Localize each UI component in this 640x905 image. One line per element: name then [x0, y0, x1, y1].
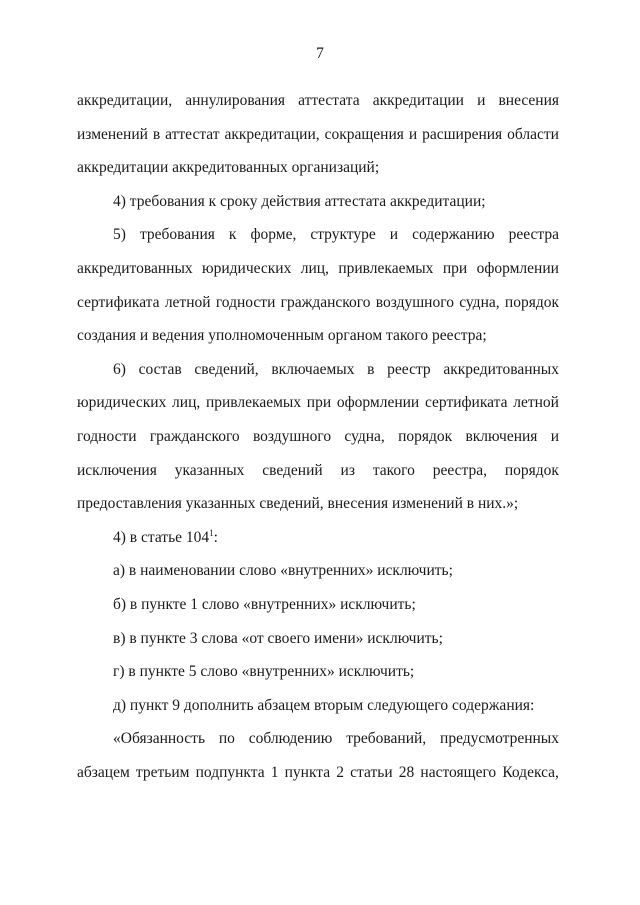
text-line: б) в пункте 1 слово «внутренних» исключить;	[113, 595, 416, 613]
text-line: 5) требования к форме, структуре и содержанию реестра	[113, 226, 559, 244]
text-line: создания и ведения уполномоченным органом такого реестра;	[77, 327, 487, 345]
text-line: абзацем третьим подпункта 1 пункта 2 статьи 28 настоящего Кодекса,	[77, 763, 559, 781]
text-line: аккредитации аккредитованных организаций;	[77, 159, 380, 177]
text-line: сертификата летной годности гражданского воздушного судна, порядок	[77, 293, 559, 311]
article-suffix: :	[213, 528, 218, 546]
text-line: г) в пункте 5 слово «внутренних» исключить;	[113, 663, 415, 681]
article-text: 4) в статье 104	[113, 528, 210, 546]
text-line: годности гражданского воздушного судна, порядок включения и	[77, 427, 559, 445]
text-line: исключения указанных сведений из такого реестра, порядок	[77, 461, 559, 479]
text-line: предоставления указанных сведений, внесения изменений в них.»;	[77, 495, 519, 513]
text-line: 6) состав сведений, включаемых в реестр аккредитованных	[113, 360, 559, 378]
text-line: юридических лиц, привлекаемых при оформлении сертификата летной	[77, 394, 559, 412]
text-line: «Обязанность по соблюдению требований, предусмотренных	[113, 730, 559, 748]
page-number: 7	[316, 45, 324, 62]
text-line: аккредитации, аннулирования аттестата аккредитации и внесения	[77, 92, 559, 109]
article-superscript: 1	[209, 527, 214, 538]
document-body	[77, 84, 559, 789]
text-line: а) в наименовании слово «внутренних» исключить;	[113, 562, 453, 580]
text-line: изменений в аттестат аккредитации, сокращения и расширения области	[77, 125, 559, 143]
text-line-article	[77, 521, 559, 555]
text-line: аккредитованных юридических лиц, привлекаемых при оформлении	[77, 259, 559, 277]
text-line: в) в пункте 3 слова «от своего имени» исключить;	[113, 629, 443, 647]
text-line: д) пункт 9 дополнить абзацем вторым следующего содержания:	[113, 696, 535, 714]
text-line: 4) требования к сроку действия аттестата аккредитации;	[113, 192, 486, 210]
